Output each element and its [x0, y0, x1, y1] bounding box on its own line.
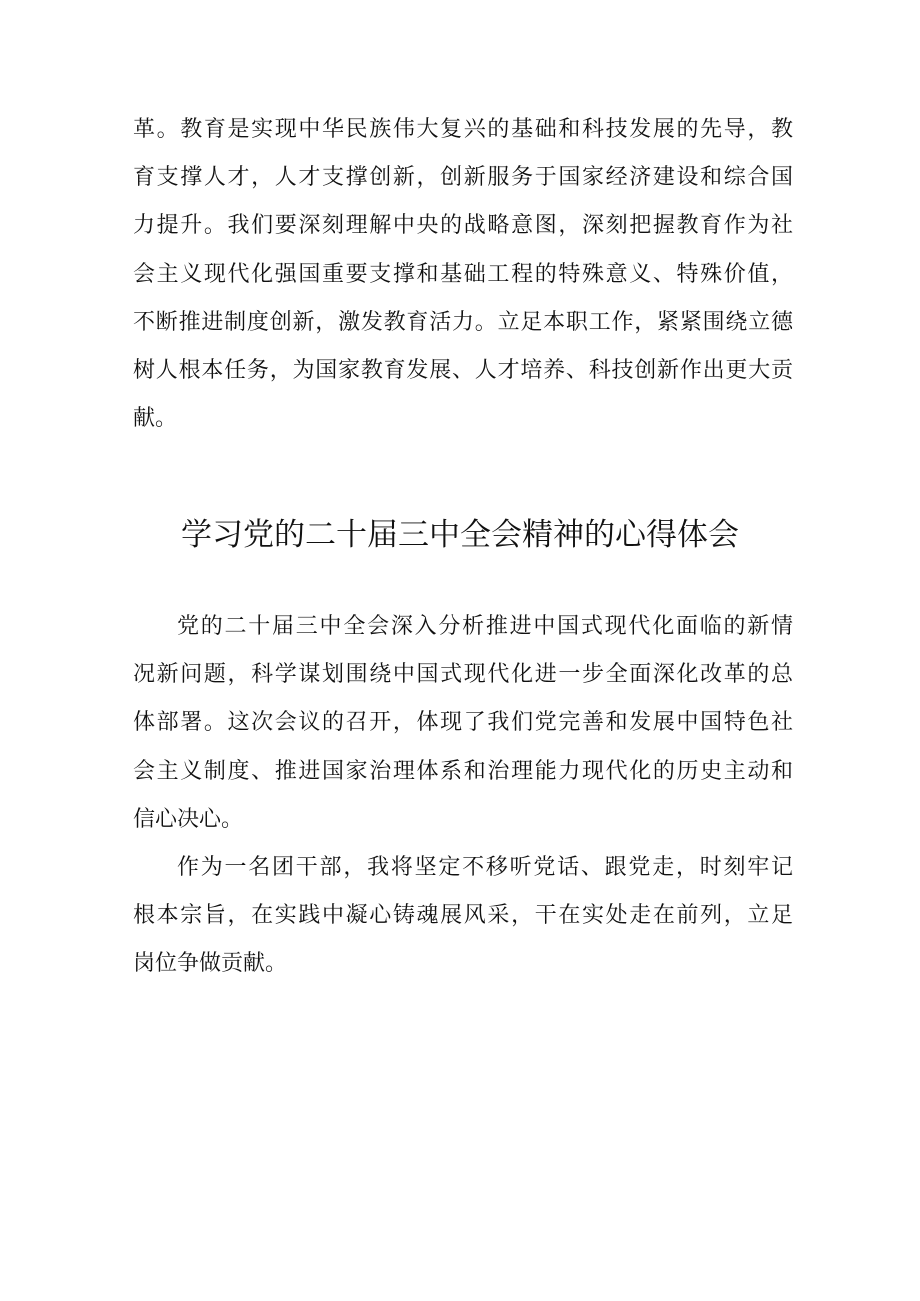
text-line: 会主义制度、推进国家治理体系和治理能力现代化的历史主动和	[133, 758, 793, 784]
text-line: 献。	[133, 406, 178, 432]
paragraph	[133, 603, 793, 844]
continued-paragraph	[133, 106, 793, 443]
text-line: 不断推进制度创新，激发教育活力。立足本职工作，紧紧围绕立德	[133, 309, 793, 335]
paragraph	[133, 844, 793, 989]
text-line: 革。教育是实现中华民族伟大复兴的基础和科技发展的先导，教	[133, 117, 793, 142]
text-line: 体部署。这次会议的召开，体现了我们党完善和发展中国特色社	[133, 710, 793, 736]
text-line: 育支撑人才，人才支撑创新，创新服务于国家经济建设和综合国	[133, 165, 793, 191]
section-title: 学习党的二十届三中全会精神的心得体会	[181, 517, 739, 553]
text-line: 岗位争做贡献。	[133, 951, 288, 977]
text-line: 况新问题，科学谋划围绕中国式现代化进一步全面深化改革的总	[133, 662, 793, 688]
text-line: 作为一名团干部，我将坚定不移听党话、跟党走，时刻牢记	[177, 854, 793, 880]
text-line: 会主义现代化强国重要支撑和基础工程的特殊意义、特殊价值，	[133, 261, 793, 287]
text-line: 党的二十届三中全会深入分析推进中国式现代化面临的新情	[177, 614, 793, 639]
text-line: 信心决心。	[133, 806, 244, 832]
text-line: 树人根本任务，为国家教育发展、人才培养、科技创新作出更大贡	[133, 357, 793, 383]
section-body	[133, 603, 793, 989]
text-line: 根本宗旨，在实践中凝心铸魂展风采，干在实处走在前列，立足	[133, 903, 793, 929]
text-line: 力提升。我们要深刻理解中央的战略意图，深刻把握教育作为社	[133, 213, 793, 239]
